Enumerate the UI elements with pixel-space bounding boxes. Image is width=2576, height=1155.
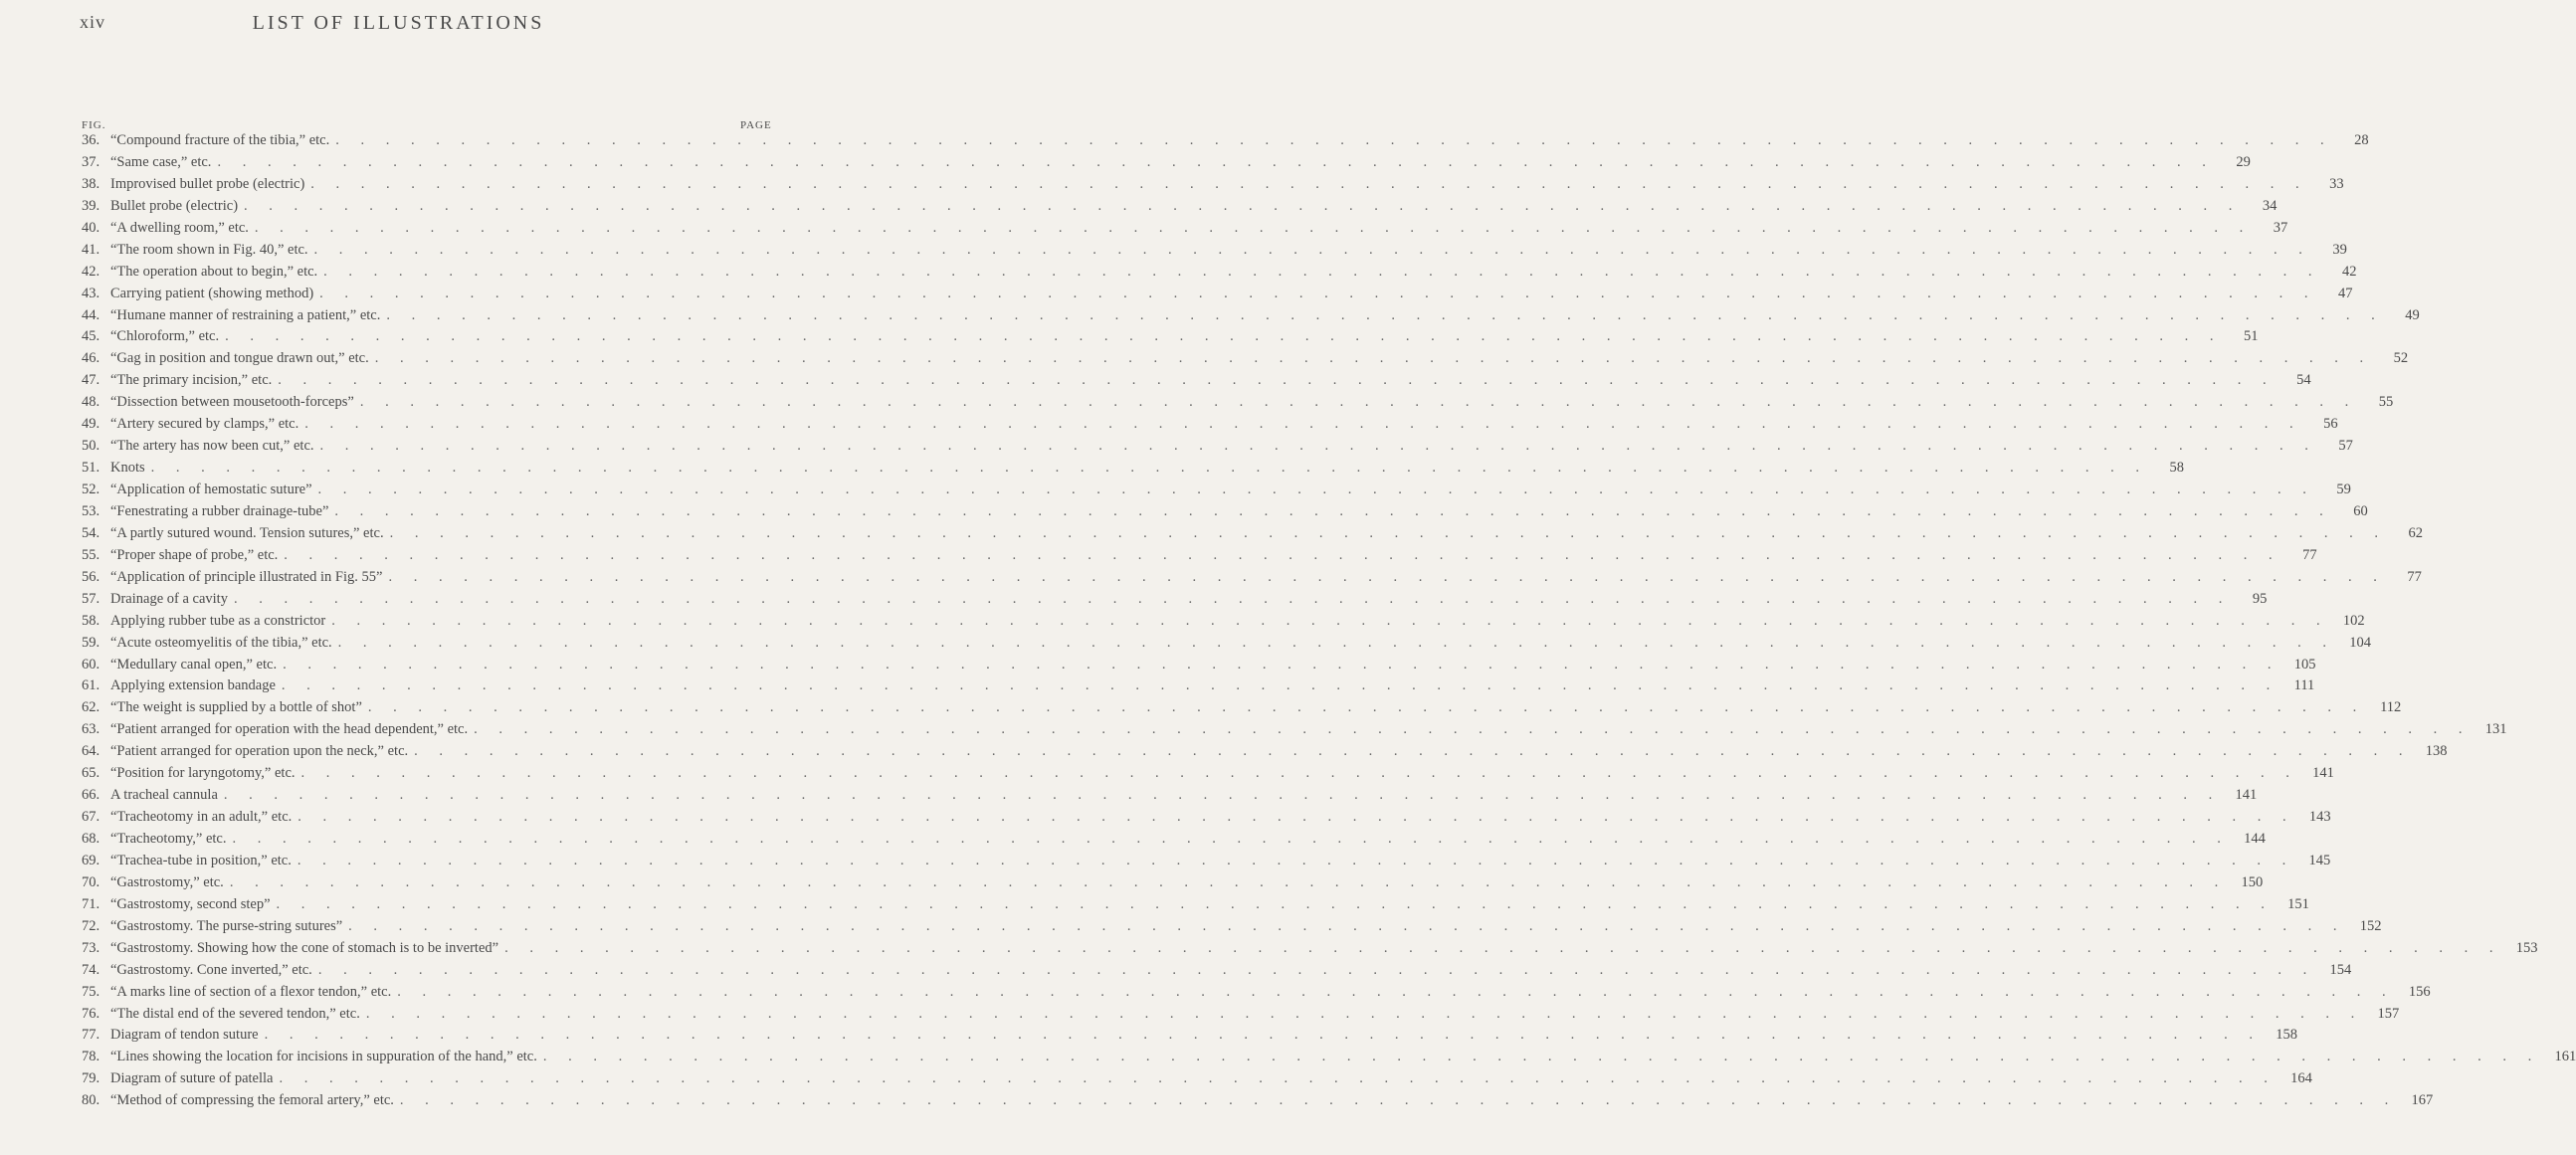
page-reference: 112 (2380, 699, 2402, 716)
figure-title: “Application of hemostatic suture” (110, 481, 312, 497)
page-reference: 144 (2244, 831, 2266, 847)
figure-number: 55. (82, 546, 100, 563)
dot-leader: . . . . . . . . . . . . . . . . . . . . . . . . . . . . . . . . . . . . . . . . . . . . . . . . . . . . . . . . . . . . . . . . . . . . . . . . . . . . . . . . (365, 1005, 2364, 1022)
figure-title: Drainage of a cavity (110, 590, 228, 607)
dot-leader: . . . . . . . . . . . . . . . . . . . . . . . . . . . . . . . . . . . . . . . . . . . . . . . . . . . . . . . . . . . . . . . . . . . . . . . . . . . . . . . . (367, 699, 2366, 716)
figure-number: 43. (82, 285, 100, 301)
figure-title: Diagram of tendon suture (110, 1027, 259, 1044)
dot-leader: . . . . . . . . . . . . . . . . . . . . . . . . . . . . . . . . . . . . . . . . . . . . . . . . . . . . . . . . . . . . . . . . . . . . . . . . . . . . . . . . (304, 416, 2302, 433)
figure-number: 62. (82, 699, 100, 716)
list-item (82, 241, 2347, 264)
figure-number: 46. (82, 350, 100, 367)
figure-title: “Dissection between mousetooth-forceps” (110, 394, 354, 411)
figure-number: 44. (82, 306, 100, 323)
page-reference: 105 (2293, 656, 2316, 673)
list-item (82, 219, 2288, 242)
fig-column-label: FIG. (82, 119, 106, 131)
page-reference: 153 (2515, 939, 2538, 956)
figure-title: “The operation about to begin,” etc. (110, 263, 318, 280)
figure-title: “Gastrostomy,” etc. (110, 873, 224, 890)
figure-number: 75. (82, 983, 100, 1000)
dot-leader: . . . . . . . . . . . . . . . . . . . . . . . . . . . . . . . . . . . . . . . . . . . . . . . . . . . . . . . . . . . . . . . . . . . . . . . . . . . . . . . . (388, 568, 2386, 585)
figure-number: 69. (82, 852, 100, 868)
figure-title: Applying extension bandage (110, 677, 276, 694)
dot-leader: . . . . . . . . . . . . . . . . . . . . . . . . . . . . . . . . . . . . . . . . . . . . . . . . . . . . . . . . . . . . . . . . . . . . . . . . . . . . . . . . (386, 306, 2384, 323)
dot-leader: . . . . . . . . . . . . . . . . . . . . . . . . . . . . . . . . . . . . . . . . . . . . . . . . . . . . . . . . . . . . . . . . . . . . . . . . . . . . . . . . (232, 831, 2230, 847)
page-reference: 158 (2276, 1027, 2297, 1044)
dot-leader: . . . . . . . . . . . . . . . . . . . . . . . . . . . . . . . . . . . . . . . . . . . . . . . . . . . . . . . . . . . . . . . . . . . . . . . . . . . . . . . . (337, 634, 2336, 651)
figure-title: A tracheal cannula (110, 787, 218, 804)
dot-leader: . . . . . . . . . . . . . . . . . . . . . . . . . . . . . . . . . . . . . . . . . . . . . . . . . . . . . . . . . . . . . . . . . . . . . . . . . . . . . . . . (397, 983, 2395, 1000)
figure-number: 67. (82, 809, 100, 826)
page-reference: 161 (2554, 1049, 2576, 1065)
list-item (82, 568, 2422, 591)
page-reference: 29 (2236, 153, 2251, 170)
figure-number: 61. (82, 677, 100, 694)
figure-title: “Same case,” etc. (110, 153, 212, 170)
page-reference: 141 (2312, 765, 2334, 782)
page-reference: 77 (2302, 546, 2317, 563)
figure-number: 80. (82, 1092, 100, 1109)
page-reference: 51 (2244, 328, 2259, 345)
list-item (82, 612, 2365, 635)
figure-title: “Tracheotomy in an adult,” etc. (110, 809, 293, 826)
page-reference: 157 (2377, 1005, 2400, 1022)
list-item (82, 743, 2448, 765)
dot-leader: . . . . . . . . . . . . . . . . . . . . . . . . . . . . . . . . . . . . . . . . . . . . . . . . . . . . . . . . . . . . . . . . . . . . . . . . . . . . . . . . (297, 852, 2295, 868)
dot-leader: . . . . . . . . . . . . . . . . . . . . . . . . . . . . . . . . . . . . . . . . . . . . . . . . . . . . . . . . . . . . . . . . . . . . . . . . . . . . . . . . (399, 1092, 2398, 1109)
list-item (82, 481, 2351, 503)
dot-leader: . . . . . . . . . . . . . . . . . . . . . . . . . . . . . . . . . . . . . . . . . . . . . . . . . . . . . . . . . . . . . . . . . . . . . . . . . . . . . . . . (331, 612, 2329, 629)
list-item (82, 502, 2368, 525)
dot-leader: . . . . . . . . . . . . . . . . . . . . . . . . . . . . . . . . . . . . . . . . . . . . . . . . . . . . . . . . . . . . . . . . . . . . . . . . . . . . . . . . (319, 438, 2317, 455)
list-item (82, 1005, 2400, 1028)
page-reference: 141 (2235, 787, 2258, 804)
figure-title: “Fenestrating a rubber drainage-tube” (110, 502, 329, 519)
list-item (82, 460, 2185, 481)
figure-title: “A partly sutured wound. Tension sutures,” etc. (110, 524, 384, 541)
figure-title: Bullet probe (electric) (110, 197, 239, 214)
page-reference: 52 (2393, 350, 2409, 367)
page-reference: 95 (2252, 590, 2268, 607)
figure-title: Applying rubber tube as a constrictor (110, 612, 326, 629)
list-item (82, 546, 2317, 569)
dot-leader: . . . . . . . . . . . . . . . . . . . . . . . . . . . . . . . . . . . . . . . . . . . . . . . . . . . . . . . . . . . . . . . . . . . . . . . . . . . . . . . . (313, 241, 2311, 258)
figure-number: 52. (82, 481, 100, 497)
figure-title: “The distal end of the severed tendon,” etc. (110, 1005, 360, 1022)
figure-title: Diagram of suture of patella (110, 1070, 274, 1087)
list-item (82, 765, 2334, 787)
list-item (82, 787, 2258, 809)
figure-title: Carrying patient (showing method) (110, 285, 314, 301)
dot-leader: . . . . . . . . . . . . . . . . . . . . . . . . . . . . . . . . . . . . . . . . . . . . . . . . . . . . . . . . . . . . . . . . . . . . . . . . . . . . . . . . (317, 481, 2315, 497)
figure-number: 47. (82, 372, 100, 389)
dot-leader: . . . . . . . . . . . . . . . . . . . . . . . . . . . . . . . . . . . . . . . . . . . . . . . . . . . . . . . . . . . . . . . . . . . . . . . . . . . . . . . . (276, 895, 2274, 912)
figure-title: “Lines showing the location for incisions in suppuration of the hand,” etc. (110, 1049, 537, 1065)
page-reference: 156 (2408, 983, 2431, 1000)
list-item (82, 917, 2382, 940)
figure-number: 77. (82, 1027, 100, 1044)
figure-title: “Gastrostomy. Showing how the cone of stomach is to be inverted” (110, 939, 499, 956)
list-item (82, 1092, 2434, 1114)
dot-leader: . . . . . . . . . . . . . . . . . . . . . . . . . . . . . . . . . . . . . . . . . . . . . . . . . . . . . . . . . . . . . . . . . . . . . . . . . . . . . . . . (317, 961, 2316, 978)
figure-number: 39. (82, 197, 100, 214)
figure-number: 54. (82, 524, 100, 541)
list-item (82, 438, 2353, 460)
figure-title: “Compound fracture of the tibia,” etc. (110, 132, 330, 148)
illustration-list (82, 132, 2576, 1114)
dot-leader: . . . . . . . . . . . . . . . . . . . . . . . . . . . . . . . . . . . . . . . . . . . . . . . . . . . . . . . . . . . . . . . . . . . . . . . . . . . . . . . . (281, 677, 2279, 694)
figure-title: “The weight is supplied by a bottle of shot” (110, 699, 362, 716)
page-reference: 37 (2273, 219, 2288, 236)
figure-number: 38. (82, 175, 100, 192)
figure-title: “Patient arranged for operation upon the neck,” etc. (110, 743, 409, 760)
figure-number: 53. (82, 502, 100, 519)
page-reference: 77 (2407, 568, 2422, 585)
figure-number: 73. (82, 939, 100, 956)
page-reference: 49 (2405, 306, 2420, 323)
figure-title: “Gag in position and tongue drawn out,” etc. (110, 350, 369, 367)
dot-leader: . . . . . . . . . . . . . . . . . . . . . . . . . . . . . . . . . . . . . . . . . . . . . . . . . . . . . . . . . . . . . . . . . . . . . . . . . . . . . . . . (150, 460, 2149, 477)
dot-leader: . . . . . . . . . . . . . . . . . . . . . . . . . . . . . . . . . . . . . . . . . . . . . . . . . . . . . . . . . . . . . . . . . . . . . . . . . . . . . . . . (335, 132, 2333, 148)
list-item (82, 306, 2420, 329)
figure-title: “Proper shape of probe,” etc. (110, 546, 279, 563)
list-item (82, 590, 2268, 613)
dot-leader: . . . . . . . . . . . . . . . . . . . . . . . . . . . . . . . . . . . . . . . . . . . . . . . . . . . . . . . . . . . . . . . . . . . . . . . . . . . . . . . . (283, 656, 2280, 673)
figure-title: “Application of principle illustrated in Fig. 55” (110, 568, 383, 585)
page-reference: 150 (2241, 873, 2264, 890)
figure-title: “Position for laryngotomy,” etc. (110, 765, 296, 782)
figure-number: 36. (82, 132, 100, 148)
list-item (82, 961, 2352, 984)
dot-leader: . . . . . . . . . . . . . . . . . . . . . . . . . . . . . . . . . . . . . . . . . . . . . . . . . . . . . . . . . . . . . . . . . . . . . . . . . . . . . . . . (278, 372, 2276, 389)
page-reference: 111 (2293, 677, 2315, 694)
dot-leader: . . . . . . . . . . . . . . . . . . . . . . . . . . . . . . . . . . . . . . . . . . . . . . . . . . . . . . . . . . . . . . . . . . . . . . . . . . . . . . . . (319, 285, 2317, 301)
page-reference: 34 (2262, 197, 2278, 214)
figure-number: 74. (82, 961, 100, 978)
figure-number: 41. (82, 241, 100, 258)
list-item (82, 656, 2316, 678)
list-item (82, 1027, 2297, 1049)
figure-title: “Gastrostomy. Cone inverted,” etc. (110, 961, 312, 978)
dot-leader: . . . . . . . . . . . . . . . . . . . . . . . . . . . . . . . . . . . . . . . . . . . . . . . . . . . . . . . . . . . . . . . . . . . . . . . . . . . . . . . . (359, 394, 2358, 411)
list-item (82, 263, 2357, 286)
figure-title: “The room shown in Fig. 40,” etc. (110, 241, 308, 258)
figure-title: “Tracheotomy,” etc. (110, 831, 227, 847)
figure-number: 45. (82, 328, 100, 345)
figure-number: 58. (82, 612, 100, 629)
dot-leader: . . . . . . . . . . . . . . . . . . . . . . . . . . . . . . . . . . . . . . . . . . . . . . . . . . . . . . . . . . . . . . . . . . . . . . . . . . . . . . . . (300, 765, 2298, 782)
figure-title: “Gastrostomy. The purse-string sutures” (110, 917, 343, 934)
figure-title: “A dwelling room,” etc. (110, 219, 249, 236)
dot-leader: . . . . . . . . . . . . . . . . . . . . . . . . . . . . . . . . . . . . . . . . . . . . . . . . . . . . . . . . . . . . . . . . . . . . . . . . . . . . . . . . (244, 197, 2242, 214)
page-reference: 56 (2323, 416, 2338, 433)
figure-number: 79. (82, 1070, 100, 1087)
dot-leader: . . . . . . . . . . . . . . . . . . . . . . . . . . . . . . . . . . . . . . . . . . . . . . . . . . . . . . . . . . . . . . . . . . . . . . . . . . . . . . . . (229, 873, 2228, 890)
list-item (82, 1049, 2576, 1070)
dot-leader: . . . . . . . . . . . . . . . . . . . . . . . . . . . . . . . . . . . . . . . . . . . . . . . . . . . . . . . . . . . . . . . . . . . . . . . . . . . . . . . . (223, 787, 2222, 804)
list-item (82, 524, 2423, 547)
figure-number: 63. (82, 721, 100, 738)
dot-leader: . . . . . . . . . . . . . . . . . . . . . . . . . . . . . . . . . . . . . . . . . . . . . . . . . . . . . . . . . . . . . . . . . . . . . . . . . . . . . . . . (254, 219, 2253, 236)
figure-title: “The artery has now been cut,” etc. (110, 438, 314, 455)
dot-leader: . . . . . . . . . . . . . . . . . . . . . . . . . . . . . . . . . . . . . . . . . . . . . . . . . . . . . . . . . . . . . . . . . . . . . . . . . . . . . . . . (264, 1027, 2262, 1044)
page-reference: 154 (2329, 961, 2352, 978)
list-item (82, 634, 2372, 657)
figure-number: 60. (82, 656, 100, 673)
page-reference: 164 (2290, 1070, 2312, 1087)
page-reference: 57 (2338, 438, 2353, 455)
dot-leader: . . . . . . . . . . . . . . . . . . . . . . . . . . . . . . . . . . . . . . . . . . . . . . . . . . . . . . . . . . . . . . . . . . . . . . . . . . . . . . . . (414, 743, 2412, 760)
page-reference: 152 (2359, 917, 2382, 934)
figure-number: 42. (82, 263, 100, 280)
figure-number: 76. (82, 1005, 100, 1022)
figure-title: “The primary incision,” etc. (110, 372, 273, 389)
list-item (82, 350, 2409, 372)
figure-title: “Humane manner of restraining a patient,” etc. (110, 306, 381, 323)
dot-leader: . . . . . . . . . . . . . . . . . . . . . . . . . . . . . . . . . . . . . . . . . . . . . . . . . . . . . . . . . . . . . . . . . . . . . . . . . . . . . . . . (474, 721, 2472, 738)
figure-number: 49. (82, 416, 100, 433)
figure-title: Improvised bullet probe (electric) (110, 175, 305, 192)
figure-number: 48. (82, 394, 100, 411)
figure-number: 56. (82, 568, 100, 585)
page-reference: 42 (2342, 263, 2357, 280)
list-item (82, 677, 2315, 699)
page-number: xiv (80, 12, 106, 32)
figure-number: 50. (82, 438, 100, 455)
figure-number: 59. (82, 634, 100, 651)
list-item (82, 328, 2259, 350)
figure-number: 51. (82, 460, 100, 477)
page-reference: 143 (2308, 809, 2331, 826)
list-item (82, 831, 2266, 853)
dot-leader: . . . . . . . . . . . . . . . . . . . . . . . . . . . . . . . . . . . . . . . . . . . . . . . . . . . . . . . . . . . . . . . . . . . . . . . . . . . . . . . . (348, 917, 2346, 934)
figure-title: “Acute osteomyelitis of the tibia,” etc. (110, 634, 332, 651)
dot-leader: . . . . . . . . . . . . . . . . . . . . . . . . . . . . . . . . . . . . . . . . . . . . . . . . . . . . . . . . . . . . . . . . . . . . . . . . . . . . . . . . (297, 809, 2295, 826)
figure-title: “Artery secured by clamps,” etc. (110, 416, 299, 433)
page-reference: 102 (2342, 612, 2365, 629)
figure-title: “Gastrostomy, second step” (110, 895, 271, 912)
figure-number: 71. (82, 895, 100, 912)
page-reference: 145 (2308, 852, 2331, 868)
list-item (82, 394, 2394, 416)
running-head: LIST OF ILLUSTRATIONS (252, 12, 545, 34)
page-reference: 58 (2169, 460, 2185, 477)
figure-number: 57. (82, 590, 100, 607)
page-reference: 47 (2338, 285, 2353, 301)
list-item (82, 852, 2331, 874)
list-item (82, 153, 2251, 176)
figure-title: “Method of compressing the femoral artery,” etc. (110, 1092, 394, 1109)
page-column-label: PAGE (740, 119, 772, 131)
figure-title: “Trachea-tube in position,” etc. (110, 852, 292, 868)
dot-leader: . . . . . . . . . . . . . . . . . . . . . . . . . . . . . . . . . . . . . . . . . . . . . . . . . . . . . . . . . . . . . . . . . . . . . . . . . . . . . . . . (284, 546, 2281, 563)
dot-leader: . . . . . . . . . . . . . . . . . . . . . . . . . . . . . . . . . . . . . . . . . . . . . . . . . . . . . . . . . . . . . . . . . . . . . . . . . . . . . . . . (323, 263, 2321, 280)
figure-number: 37. (82, 153, 100, 170)
list-item (82, 939, 2538, 962)
page-reference: 104 (2349, 634, 2372, 651)
figure-title: “Chloroform,” etc. (110, 328, 220, 345)
figure-number: 78. (82, 1049, 100, 1065)
page-reference: 138 (2425, 743, 2448, 760)
list-item (82, 699, 2402, 721)
list-item (82, 1070, 2312, 1092)
page-reference: 54 (2296, 372, 2311, 389)
list-item (82, 285, 2353, 307)
figure-number: 70. (82, 873, 100, 890)
list-item (82, 983, 2431, 1006)
dot-leader: . . . . . . . . . . . . . . . . . . . . . . . . . . . . . . . . . . . . . . . . . . . . . . . . . . . . . . . . . . . . . . . . . . . . . . . . . . . . . . . . (504, 939, 2502, 956)
dot-leader: . . . . . . . . . . . . . . . . . . . . . . . . . . . . . . . . . . . . . . . . . . . . . . . . . . . . . . . . . . . . . . . . . . . . . . . . . . . . . . . . (334, 502, 2332, 519)
list-item (82, 416, 2338, 438)
figure-number: 64. (82, 743, 100, 760)
page-reference: 39 (2332, 241, 2347, 258)
figure-number: 72. (82, 917, 100, 934)
list-item (82, 873, 2264, 896)
page-reference: 55 (2378, 394, 2394, 411)
figure-title: “Medullary canal open,” etc. (110, 656, 278, 673)
page-reference: 59 (2336, 481, 2351, 497)
page-reference: 131 (2484, 721, 2507, 738)
page-reference: 62 (2408, 524, 2423, 541)
dot-leader: . . . . . . . . . . . . . . . . . . . . . . . . . . . . . . . . . . . . . . . . . . . . . . . . . . . . . . . . . . . . . . . . . . . . . . . . . . . . . . . . (310, 175, 2308, 192)
figure-title: “A marks line of section of a flexor tendon,” etc. (110, 983, 392, 1000)
page-reference: 28 (2354, 132, 2369, 148)
figure-title: Knots (110, 460, 145, 477)
dot-leader: . . . . . . . . . . . . . . . . . . . . . . . . . . . . . . . . . . . . . . . . . . . . . . . . . . . . . . . . . . . . . . . . . . . . . . . . . . . . . . . . (217, 153, 2215, 170)
list-item (82, 372, 2311, 394)
figure-number: 68. (82, 831, 100, 847)
list-item (82, 132, 2369, 154)
figure-title: “Patient arranged for operation with the head dependent,” etc. (110, 721, 469, 738)
page-reference: 151 (2287, 895, 2309, 912)
list-item (82, 895, 2309, 918)
dot-leader: . . . . . . . . . . . . . . . . . . . . . . . . . . . . . . . . . . . . . . . . . . . . . . . . . . . . . . . . . . . . . . . . . . . . . . . . . . . . . . . . (542, 1049, 2541, 1065)
page-reference: 60 (2353, 502, 2368, 519)
dot-leader: . . . . . . . . . . . . . . . . . . . . . . . . . . . . . . . . . . . . . . . . . . . . . . . . . . . . . . . . . . . . . . . . . . . . . . . . . . . . . . . . (374, 350, 2373, 367)
dot-leader: . . . . . . . . . . . . . . . . . . . . . . . . . . . . . . . . . . . . . . . . . . . . . . . . . . . . . . . . . . . . . . . . . . . . . . . . . . . . . . . . (225, 328, 2223, 345)
list-item (82, 721, 2507, 743)
dot-leader: . . . . . . . . . . . . . . . . . . . . . . . . . . . . . . . . . . . . . . . . . . . . . . . . . . . . . . . . . . . . . . . . . . . . . . . . . . . . . . . . (279, 1070, 2277, 1087)
dot-leader: . . . . . . . . . . . . . . . . . . . . . . . . . . . . . . . . . . . . . . . . . . . . . . . . . . . . . . . . . . . . . . . . . . . . . . . . . . . . . . . . (233, 590, 2232, 607)
figure-number: 40. (82, 219, 100, 236)
list-item (82, 175, 2344, 198)
list-item (82, 197, 2278, 220)
list-item (82, 809, 2331, 831)
figure-number: 65. (82, 765, 100, 782)
page-reference: 33 (2329, 175, 2344, 192)
figure-number: 66. (82, 787, 100, 804)
page-reference: 167 (2411, 1092, 2434, 1109)
dot-leader: . . . . . . . . . . . . . . . . . . . . . . . . . . . . . . . . . . . . . . . . . . . . . . . . . . . . . . . . . . . . . . . . . . . . . . . . . . . . . . . . (389, 524, 2387, 541)
